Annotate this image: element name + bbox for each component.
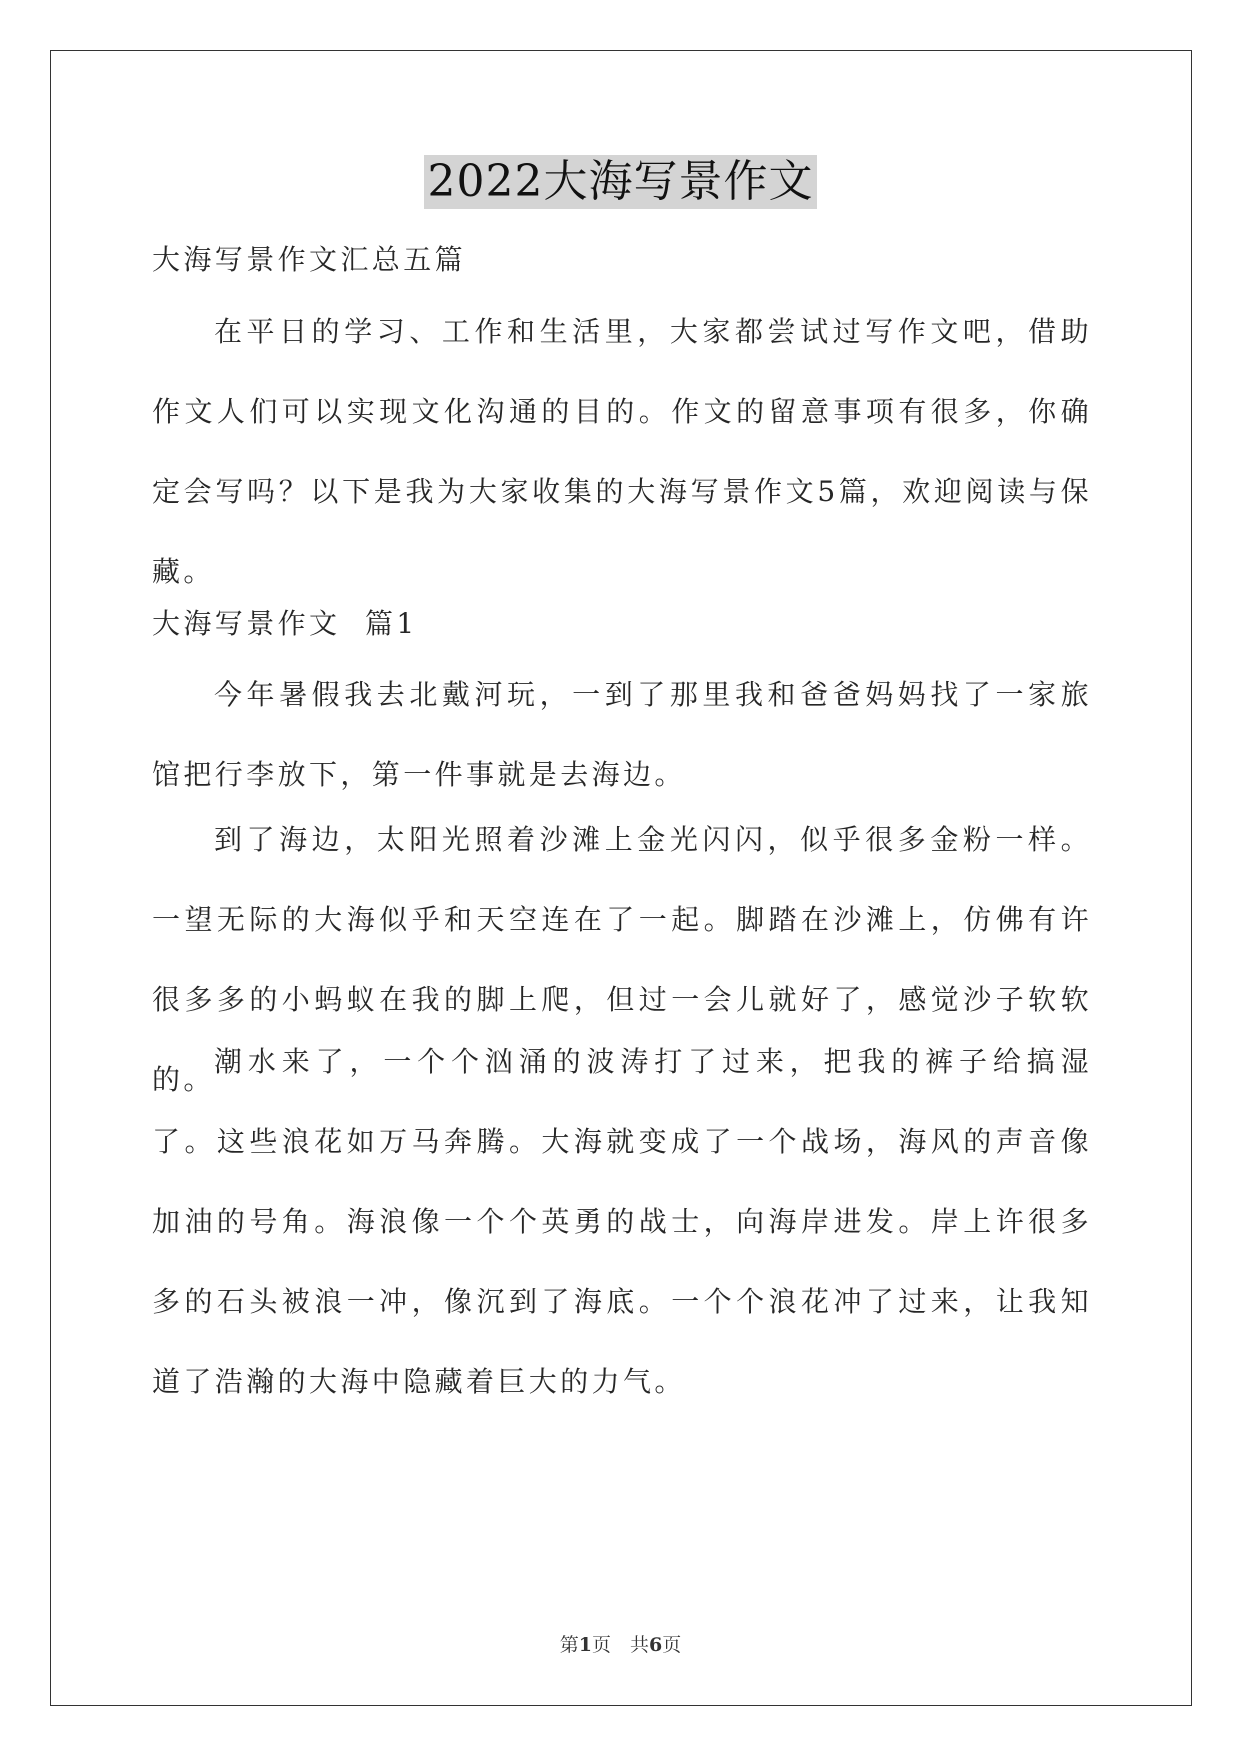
paragraph-3: 潮水来了，一个个汹涌的波涛打了过来，把我的裤子给搞湿了。这些浪花如万马奔腾。大海就变成了一个战场，海风的声音像加油的号角。海浪像一个个英勇的战士，向海岸进发。岸上许很多多的石头被浪一冲，像沉到了海底。一个个浪花冲了过来，让我知道了浩瀚的大海中隐藏着巨大的力气。 — [152, 1045, 1092, 1398]
intro-paragraph: 在平日的学习、工作和生活里，大家都尝试过写作文吧，借助作文人们可以实现文化沟通的目的。作文的留意事项有很多，你确定会写吗？以下是我为大家收集的大海写景作文5篇，欢迎阅读与保藏。 — [152, 315, 1092, 588]
document-title: 2022大海写景作文 — [424, 155, 818, 209]
page-footer — [0, 1630, 1241, 1657]
section-heading: 大海写景作文 篇1 — [152, 607, 418, 640]
title-container — [0, 155, 1241, 209]
footer-page-prefix: 第 — [559, 1634, 579, 1656]
footer-page-suffix: 页 — [662, 1634, 682, 1656]
paragraph-2: 到了海边，太阳光照着沙滩上金光闪闪，似乎很多金粉一样。一望无际的大海似乎和天空连在了一起。脚踏在沙滩上，仿佛有许很多多的小蚂蚁在我的脚上爬，但过一会儿就好了，感觉沙子软软的。 — [152, 823, 1092, 1096]
footer-page-current: 1 — [578, 1634, 592, 1656]
document-subtitle: 大海写景作文汇总五篇 — [152, 243, 467, 276]
footer-page-mid: 页 共 — [591, 1634, 649, 1656]
paragraph-1: 今年暑假我去北戴河玩，一到了那里我和爸爸妈妈找了一家旅馆把行李放下，第一件事就是去海边。 — [152, 678, 1092, 791]
footer-page-total: 6 — [649, 1634, 663, 1656]
